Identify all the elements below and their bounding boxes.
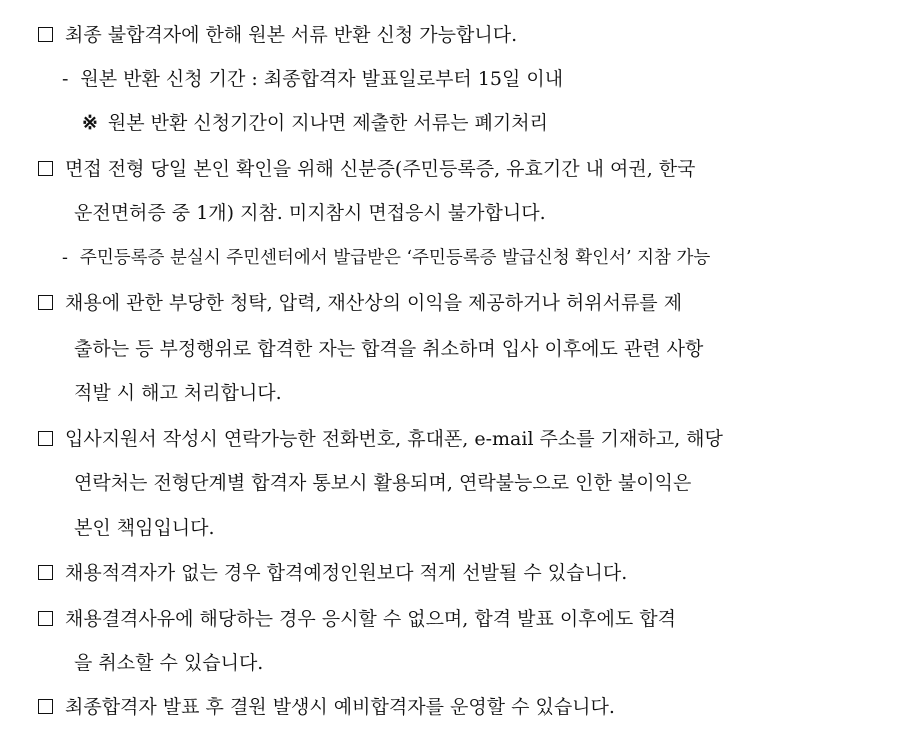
notice-item-5 <box>38 559 627 587</box>
notice-text-continued: 연락처는 전형단계별 합격자 통보시 활용되며, 연락불능으로 인한 불이익은 <box>74 472 692 494</box>
checkbox-icon <box>38 611 53 626</box>
checkbox-icon <box>38 431 53 446</box>
notice-text: 최종 불합격자에 한해 원본 서류 반환 신청 가능합니다. <box>65 24 518 46</box>
notice-item-1 <box>38 21 517 49</box>
notice-subitem-text: 원본 반환 신청 기간 : 최종합격자 발표일로부터 15일 이내 <box>80 68 564 90</box>
notice-text: 입사지원서 작성시 연락가능한 전화번호, 휴대폰, e-mail 주소를 기재하고, 해당 <box>65 428 723 450</box>
reference-mark: ※ <box>82 112 98 134</box>
notice-text-continued: 적발 시 해고 처리합니다. <box>74 382 282 404</box>
notice-note-text: 원본 반환 신청기간이 지나면 제출한 서류는 폐기처리 <box>107 112 548 134</box>
checkbox-icon <box>38 295 53 310</box>
notice-subitem <box>62 65 563 93</box>
notice-text: 채용결격사유에 해당하는 경우 응시할 수 없으며, 합격 발표 이후에도 합격 <box>65 608 677 630</box>
checkbox-icon <box>38 161 53 176</box>
dash-marker: - <box>62 248 68 268</box>
notice-item-7 <box>38 693 615 721</box>
notice-text-continued: 출하는 등 부정행위로 합격한 자는 합격을 취소하며 입사 이후에도 관련 사항 <box>74 338 704 360</box>
checkbox-icon <box>38 27 53 42</box>
notice-item-3 <box>38 289 682 317</box>
notice-text: 채용에 관한 부당한 청탁, 압력, 재산상의 이익을 제공하거나 허위서류를 제 <box>65 292 683 314</box>
notice-text-continued: 운전면허증 중 1개) 지참. 미지참시 면접응시 불가합니다. <box>74 202 546 224</box>
checkbox-icon <box>38 565 53 580</box>
checkbox-icon <box>38 699 53 714</box>
notice-note <box>82 109 548 137</box>
notice-text: 최종합격자 발표 후 결원 발생시 예비합격자를 운영할 수 있습니다. <box>65 696 615 718</box>
notice-item-2 <box>38 155 696 183</box>
notice-item-6 <box>38 605 676 633</box>
notice-item-4 <box>38 425 723 453</box>
notice-subitem <box>62 244 710 272</box>
notice-text: 채용적격자가 없는 경우 합격예정인원보다 적게 선발될 수 있습니다. <box>65 562 628 584</box>
notice-text-continued: 을 취소할 수 있습니다. <box>74 652 264 674</box>
notice-text: 면접 전형 당일 본인 확인을 위해 신분증(주민등록증, 유효기간 내 여권, 한국 <box>65 158 696 180</box>
notice-text-continued: 본인 책임입니다. <box>74 517 215 539</box>
notice-subitem-text: 주민등록증 분실시 주민센터에서 발급받은 ‘주민등록증 발급신청 확인서’ 지참 가능 <box>79 248 711 268</box>
dash-marker: - <box>62 68 69 90</box>
